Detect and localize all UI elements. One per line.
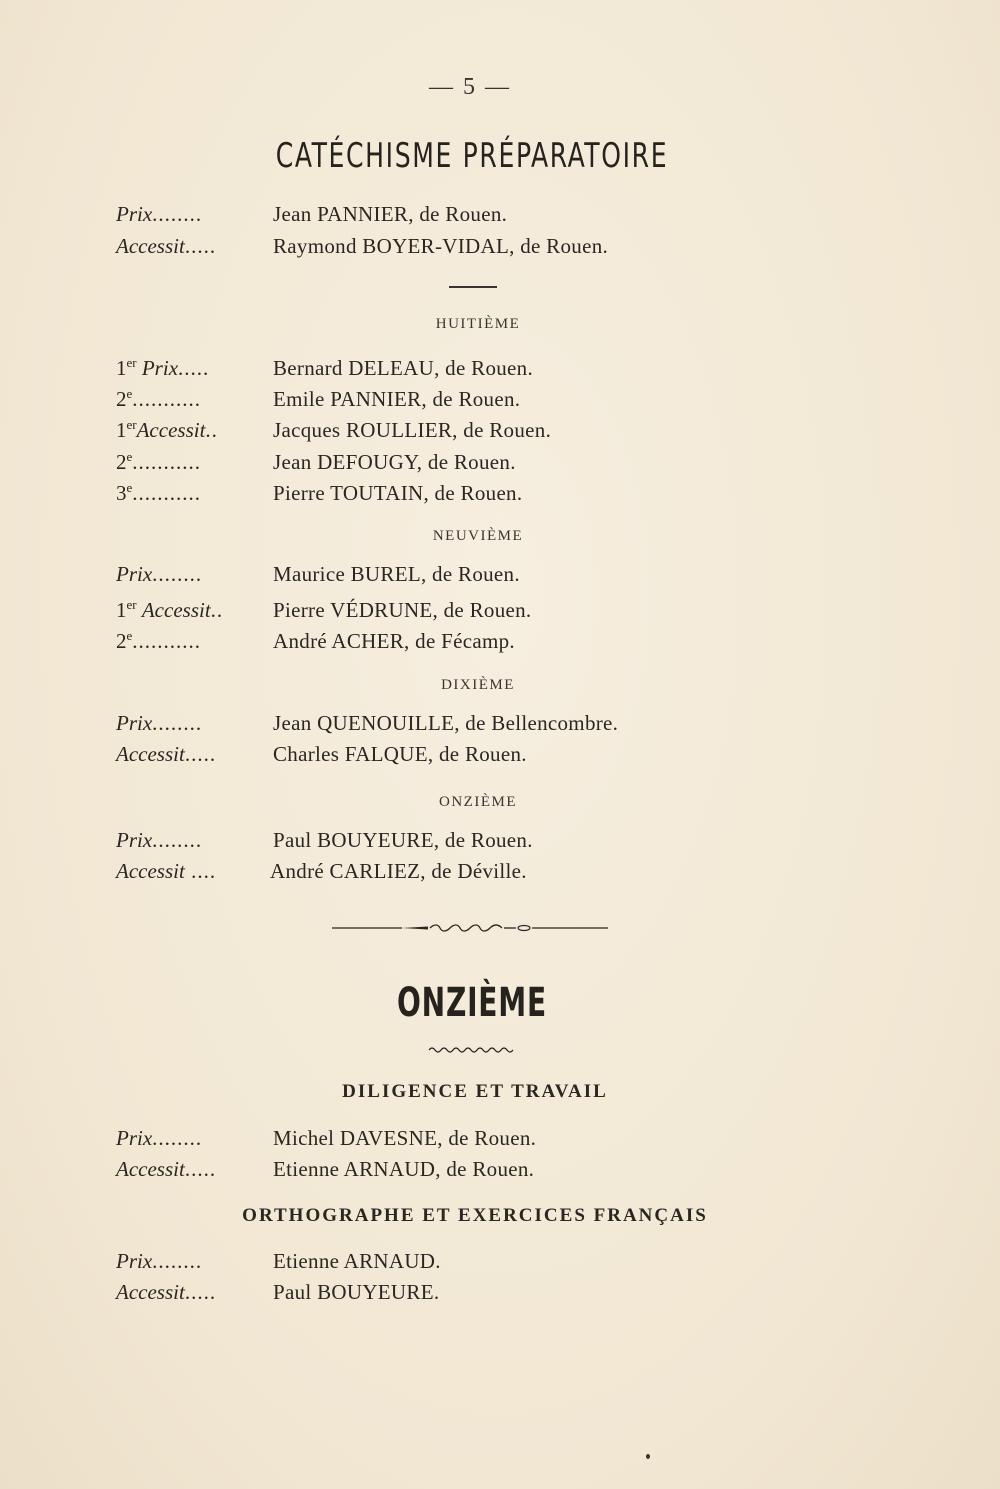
leader-dots: ..: [210, 598, 224, 622]
award-label: Prix: [116, 562, 153, 586]
leader-dots: .....: [184, 742, 217, 766]
leader-dots: .....: [184, 1280, 217, 1304]
rank-suffix: er: [126, 597, 137, 612]
list-item: [116, 708, 618, 738]
section-heading-onzieme: ONZIÈME: [439, 794, 517, 810]
award-label: Prix: [116, 828, 153, 852]
award-label: Prix: [116, 711, 153, 735]
award-label: Accessit: [116, 859, 185, 883]
rank-number: 2: [116, 629, 127, 653]
rank-suffix: e: [126, 386, 133, 401]
section-divider: [449, 286, 497, 288]
laureate-name: Pierre TOUTAIN, de Rouen.: [273, 481, 523, 505]
main-title: CATÉCHISME PRÉPARATOIRE: [275, 136, 669, 176]
list-item: [116, 442, 516, 472]
page-number: — 5 —: [429, 74, 511, 100]
leader-dots: ..: [205, 418, 218, 442]
section-title-onzieme: ONZIÈME: [397, 980, 547, 1026]
list-item: [116, 1246, 441, 1276]
subject-heading-orthographe: ORTHOGRAPHE ET EXERCICES FRANÇAIS: [242, 1205, 708, 1226]
section-heading-huitieme: HUITIÈME: [435, 316, 521, 332]
leader-dots: ....: [184, 859, 217, 883]
laureate-name: Paul BOUYEURE.: [273, 1280, 440, 1304]
rank-number: 2: [116, 450, 127, 474]
rank-suffix: er: [126, 417, 137, 432]
subject-heading-diligence: DILIGENCE ET TRAVAIL: [342, 1081, 608, 1102]
rank-number: 2: [116, 387, 127, 411]
section-heading-neuvieme: NEUVIÈME: [432, 528, 524, 544]
laureate-name: Jacques ROULLIER, de Rouen.: [273, 418, 552, 442]
wavy-rule: [428, 1044, 516, 1054]
list-item: [116, 410, 551, 440]
laureate-name: Jean QUENOUILLE, de Bellencombre.: [273, 711, 619, 735]
laureate-name: André ACHER, de Fécamp.: [273, 629, 515, 653]
laureate-name: André CARLIEZ, de Déville.: [270, 859, 527, 883]
list-item: [116, 590, 532, 620]
rank-number: 1: [116, 598, 127, 622]
leader-dots: .....: [184, 234, 217, 258]
leader-dots: ........: [152, 1249, 203, 1273]
award-label: Prix: [141, 356, 179, 380]
award-label: Accessit: [141, 598, 211, 622]
laureate-name: Charles FALQUE, de Rouen.: [273, 742, 527, 766]
rank-suffix: er: [126, 355, 137, 370]
section-heading-dixieme: DIXIÈME: [441, 677, 515, 693]
list-item: [116, 825, 533, 855]
list-item: [116, 379, 520, 409]
list-item: [116, 739, 527, 769]
laureate-name: Etienne ARNAUD.: [273, 1249, 441, 1273]
ink-speck: [646, 1454, 650, 1459]
award-label: Accessit: [116, 1157, 185, 1181]
list-item: [116, 348, 533, 378]
laureate-name: Etienne ARNAUD, de Rouen.: [273, 1157, 535, 1181]
award-label: Accessit: [116, 234, 185, 258]
award-label: Accessit: [136, 418, 206, 442]
award-label: Accessit: [116, 742, 185, 766]
leader-dots: .....: [184, 1157, 217, 1181]
laureate-name: Maurice BUREL, de Rouen.: [273, 562, 520, 586]
list-item: [116, 856, 527, 886]
rank-suffix: e: [126, 449, 133, 464]
leader-dots: ........: [152, 562, 203, 586]
leader-dots: ...........: [132, 481, 202, 505]
laureate-name: Pierre VÉDRUNE, de Rouen.: [273, 598, 532, 622]
rank-suffix: e: [126, 628, 133, 643]
ornamental-rule: [330, 918, 610, 938]
rank-number: 1: [116, 356, 127, 380]
leader-dots: ........: [152, 202, 203, 226]
laureate-name: Paul BOUYEURE, de Rouen.: [273, 828, 533, 852]
list-item: [116, 199, 507, 229]
list-item: [116, 473, 522, 503]
award-label: Prix: [116, 202, 153, 226]
leader-dots: ........: [152, 711, 203, 735]
leader-dots: ........: [152, 828, 203, 852]
laureate-name: Jean PANNIER, de Rouen.: [273, 202, 508, 226]
list-item: [116, 1154, 534, 1184]
list-item: [116, 231, 608, 261]
laureate-name: Raymond BOYER-VIDAL, de Rouen.: [273, 234, 609, 258]
leader-dots: .....: [178, 356, 210, 380]
laureate-name: Emile PANNIER, de Rouen.: [273, 387, 521, 411]
award-label: Accessit: [116, 1280, 185, 1304]
award-label: Prix: [116, 1249, 153, 1273]
laureate-name: Jean DEFOUGY, de Rouen.: [273, 450, 516, 474]
rank-number: 3: [116, 481, 127, 505]
award-label: Prix: [116, 1126, 153, 1150]
list-item: [116, 1277, 439, 1307]
laureate-name: Michel DAVESNE, de Rouen.: [273, 1126, 537, 1150]
laureate-name: Bernard DELEAU, de Rouen.: [273, 356, 534, 380]
leader-dots: ........: [152, 1126, 203, 1150]
list-item: [116, 1123, 536, 1153]
rank-suffix: e: [126, 480, 133, 495]
list-item: [116, 559, 520, 589]
rank-number: 1: [116, 418, 127, 442]
leader-dots: ...........: [132, 629, 202, 653]
leader-dots: ...........: [132, 387, 202, 411]
leader-dots: ...........: [132, 450, 202, 474]
list-item: [116, 621, 515, 651]
